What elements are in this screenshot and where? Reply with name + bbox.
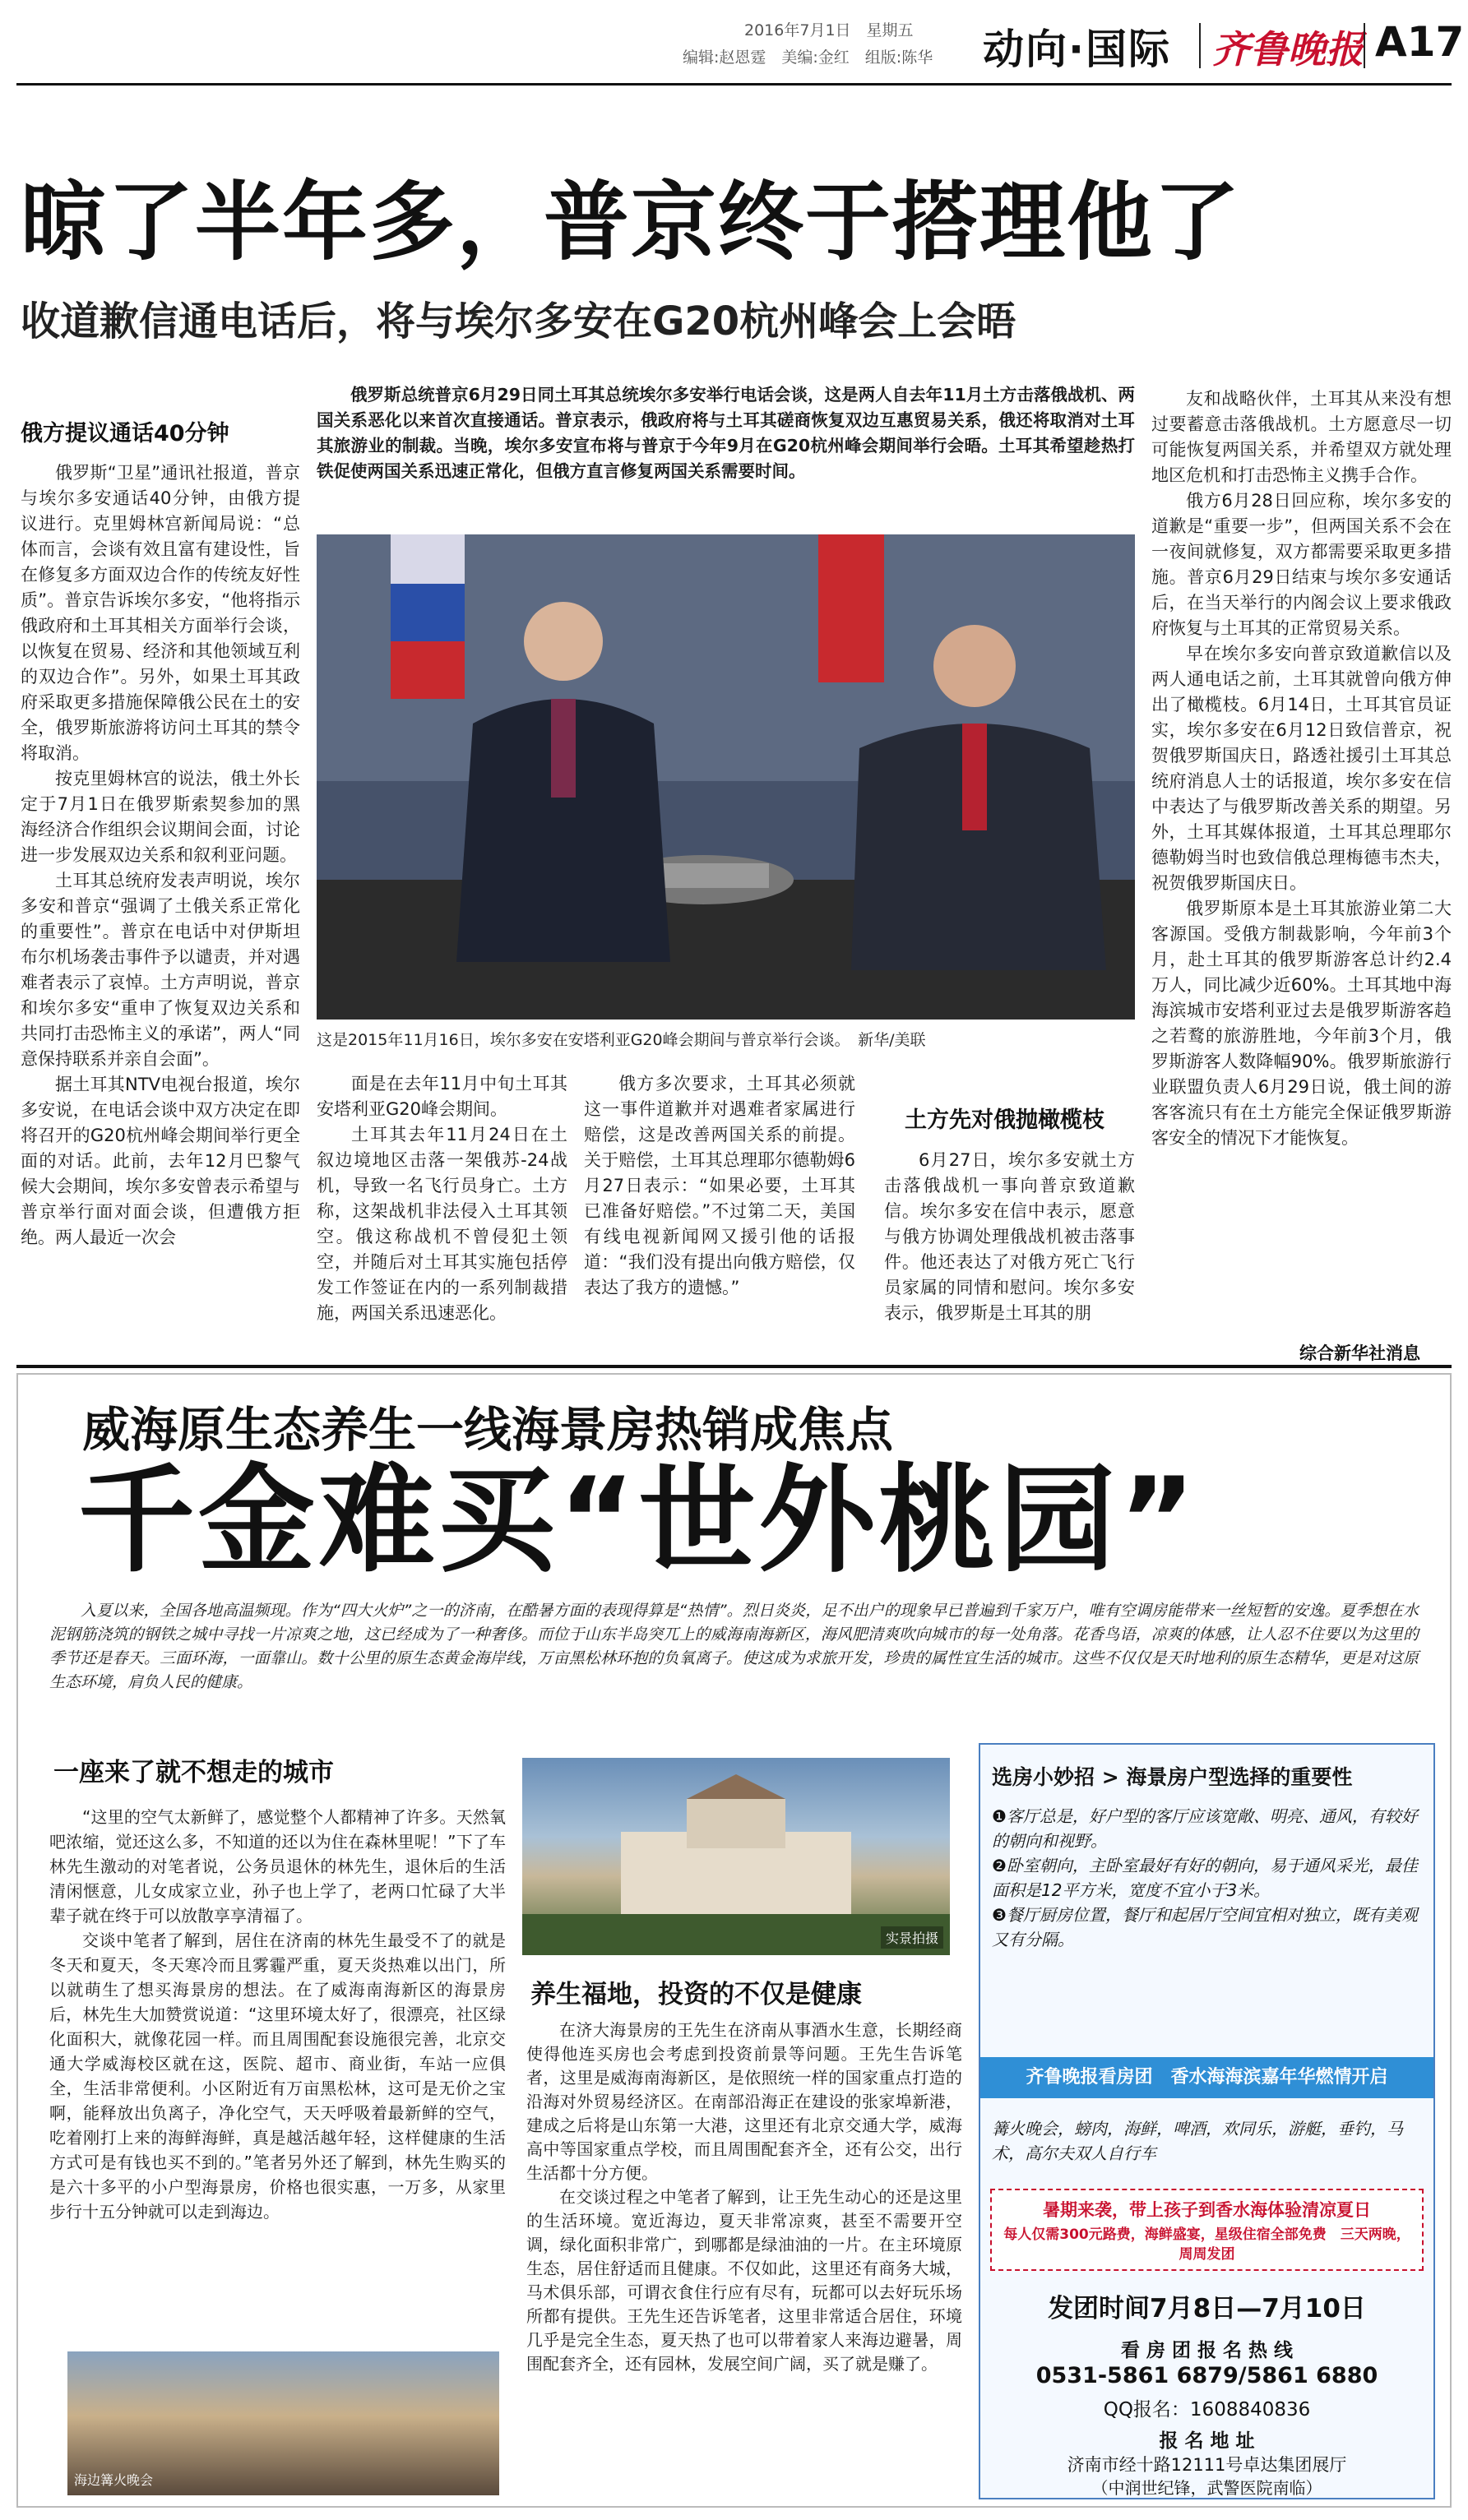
- ad-section-title-2: 养生福地，投资的不仅是健康: [530, 1980, 862, 2009]
- sidebar-title: 选房小妙招 > 海景房户型选择的重要性: [992, 1765, 1353, 1789]
- article-source: 综合新华社消息: [1299, 1343, 1420, 1363]
- section-title-1: 俄方提议通话40分钟: [21, 421, 229, 446]
- event-banner: 齐鲁晚报看房团 香水海海滨嘉年华燃情开启: [980, 2057, 1433, 2098]
- article-column-2: [317, 1071, 567, 1326]
- promo-subtitle: 每人仅需300元路费，海鲜盛宴，星级住宿全部免费 三天两晚，周周发团: [1003, 2226, 1410, 2263]
- paragraph: 在济大海景房的王先生在济南从事酒水生意，长期经商使得他连买房也会考虑到投资前景等问题。王先生告诉笔者，这里是威海南海新区，是依照统一样的国家重点打造的沿海对外贸易经济区。在南部沿海正在建设的张家埠新港，建成之后将是山东第一大港，这里还有北京交通大学，威海高中等国家重点学校，而且周围配套齐全，还有公交，出行生活都十分方便。: [526, 2020, 962, 2183]
- tip: ❶客厅总是，好户型的客厅应该宽敞、明亮、通风，有较好的朝向和视野。: [992, 1806, 1418, 1851]
- promo-box: [990, 2189, 1424, 2271]
- article-lead-text: 俄罗斯总统普京6月29日同土耳其总统埃尔多安举行电话会谈，这是两人自去年11月土方击落俄战机、两国关系恶化以来首次直接通话。普京表示，俄政府将与土耳其磋商恢复双边互惠贸易关系，俄还将取消对土耳其旅游业的制裁。当晚，埃尔多安宣布将与普京于今年9月在G20杭州峰会期间举行会晤。土耳其希望趁热打铁促使两国关系迅速正常化，但俄方直言修复两国关系需要时间。: [317, 385, 1135, 481]
- article-column-5: [1151, 386, 1452, 1151]
- paragraph: 土耳其去年11月24日在土叙边境地区击落一架俄苏-24战机，导致一名飞行员身亡。土方称，这架战机非法侵入土耳其领空。俄这称战机不曾侵犯土领空，并随后对土耳其实施包括停发工作签证在内的一系列制裁措施，两国关系迅速恶化。: [317, 1125, 567, 1323]
- paragraph: 土耳其总统府发表声明说，埃尔多安和普京“强调了土俄关系正常化的重要性”。普京在电话中对伊斯坦布尔机场袭击事件予以谴责，并对遇难者表示了哀悼。土方声明说，普京和埃尔多安“重申了恢复双边关系和共同打击恐怖主义的承诺”，两人“同意保持联系并亲自会面”。: [21, 871, 300, 1069]
- photo-illustration: [317, 534, 1135, 1020]
- building-photo-label: 实景拍摄: [881, 1926, 943, 1949]
- sidebar-tips: [992, 1804, 1424, 1952]
- address-detail: （中润世纪锋，武警医院南临）: [1091, 2478, 1322, 2498]
- ad-column-1: [49, 1805, 506, 2224]
- bonfire-photo-label: 海边篝火晚会: [74, 2472, 154, 2488]
- building-illustration: [522, 1758, 950, 1955]
- address: 济南市经十路12111号卓达集团展厅: [1067, 2455, 1347, 2475]
- masthead-editors: 编辑:赵恩霆 美编:金红 组版:陈华: [683, 49, 933, 67]
- article-headline: 晾了半年多，普京终于搭理他了: [21, 172, 1242, 272]
- paragraph: 早在埃尔多安向普京致道歉信以及两人通电话之前，土耳其就曾向俄方伸出了橄榄枝。6月14日，土耳其官员证实，埃尔多安在6月12日致信普京，祝贺俄罗斯国庆日，路透社援引土耳其总统府消息人士的话报道，埃尔多安在信中表达了与俄罗斯改善关系的期望。另外，土耳其媒体报道，土耳其总理耶尔德勒姆当时也致信俄总理梅德韦杰夫，祝贺俄罗斯国庆日。: [1151, 644, 1452, 893]
- depart-time: 发团时间7月8日—7月10日: [1048, 2294, 1366, 2323]
- masthead-divider-2: [1364, 23, 1365, 68]
- ad-sidebar-box: [979, 1743, 1435, 2499]
- masthead-date: 2016年7月1日 星期五: [744, 21, 914, 39]
- article-lead: [317, 382, 1135, 484]
- paragraph: “这里的空气太新鲜了，感觉整个人都精神了许多。天然氧吧浓缩，觉还这么多，不知道的还以为住在森林里呢！”下了车林先生激动的对笔者说，公务员退休的林先生，退休后的生活清闲惬意，儿女成家立业，孙子也上学了，老两口忙碌了大半辈子就在终于可以放散享享清福了。: [49, 1807, 506, 1926]
- page-number: A17: [1375, 18, 1465, 66]
- paragraph: 据土耳其NTV电视台报道，埃尔多安说，在电话会谈中双方决定在即将召开的G20杭州峰会期间举行更全面的对话。此前，去年12月巴黎气候大会期间，埃尔多安曾表示希望与普京举行面对面会谈，但遭俄方拒绝。两人最近一次会: [21, 1075, 300, 1247]
- ad-intro-text: 入夏以来，全国各地高温频现。作为“四大火炉”之一的济南，在酷暑方面的表现得算是“热情”。烈日炎炎，足不出户的现象早已普遍到千家万户，唯有空调房能带来一丝短暂的安逸。夏季想在水泥钢筋浇筑的钢铁之城中寻找一片凉爽之地，这已经成为了一种奢侈。而位于山东半岛突兀上的威海南海新区，海风肥清爽吹向城市的每一处角落。花香鸟语，凉爽的体感，让人忍不住要以为这里的季节还是春天。三面环海，一面靠山。数十公里的原生态黄金海岸线，万亩黑松林环抱的负氧离子。使这成为求旅开发，珍贵的属性宜生活的城市。这些不仅仅是天时地利的原生态精华，更是对这原生态环境，肩负人民的健康。: [49, 1602, 1419, 1691]
- event-items: 篝火晚会，螃肉，海鲜，啤酒，欢同乐，游艇，垂钓，马术，高尔夫双人自行车: [992, 2119, 1403, 2163]
- hotline-label: 看 房 团 报 名 热 线: [1120, 2340, 1294, 2361]
- masthead-divider: [1199, 23, 1201, 68]
- building-photo: [522, 1758, 950, 1955]
- address-label: 报 名 地 址: [1159, 2430, 1255, 2452]
- promo-title: 暑期来袭，带上孩子到香水海体验清凉夏日: [1043, 2200, 1371, 2220]
- paragraph: 俄罗斯“卫星”通讯社报道，普京与埃尔多安通话40分钟，由俄方提议进行。克里姆林宫新闻局说：“总体而言，会谈有效且富有建设性，旨在修复多方面双边合作的传统友好性质”。普京告诉埃尔多安，“他将指示俄政府和土耳其相关方面举行会谈，以恢复在贸易、经济和其他领域互利的双边合作”。另外，如果土耳其政府采取更多措施保障俄公民在土的安全，俄罗斯旅游将访问土耳其的禁令将取消。: [21, 463, 300, 763]
- paragraph: 面是在去年11月中旬土耳其安塔利亚G20峰会期间。: [317, 1074, 567, 1119]
- paper-name-logo: 齐鲁晚报: [1212, 27, 1364, 72]
- paragraph: 交谈中笔者了解到，居住在济南的林先生最受不了的就是冬天和夏天，冬天寒冷而且雾霾严重，夏天炎热难以出门，所以就萌生了想买海景房的想法。在了威海南海新区的海景房后，林先生大加赞赏说道：“这里环境太好了，很漂亮，社区绿化面积大，就像花园一样。而且周围配套设施很完善，北京交通大学威海校区就在这，医院、超市、商业街，车站一应俱全，生活非常便利。小区附近有万亩黑松林，这可是无价之宝啊，能释放出负离子，净化空气，天天呼吸着最新鲜的空气，吃着刚打上来的海鲜海鲜，真是越活越年轻，这样健康的生活方式可是有钱也买不到的。”笔者另外还了解到，林先生购买的是六十多平的小户型海景房，价格也很实惠，一万多，从家里步行十五分钟就可以走到海边。: [49, 1930, 506, 2222]
- ad-section-title-1: 一座来了就不想走的城市: [53, 1758, 334, 1787]
- ad-headline-small: 威海原生态养生一线海景房热销成焦点: [82, 1402, 894, 1458]
- qq-signup: QQ报名：1608840836: [1103, 2399, 1311, 2421]
- ad-column-2: [526, 2018, 962, 2376]
- paragraph: 俄方6月28日回应称，埃尔多安的道歉是“重要一步”，但两国关系不会在一夜间就修复，双方都需要采取更多措施。普京6月29日结束与埃尔多安通话后，在当天举行的内阁会议上要求俄政府恢复与土耳其的正常贸易关系。: [1151, 491, 1452, 638]
- paragraph: 按克里姆林宫的说法，俄土外长定于7月1日在俄罗斯索契参加的黑海经济合作组织会议期间会面，讨论进一步发展双边关系和叙利亚问题。: [21, 769, 300, 865]
- tip: ❸餐厅厨房位置，餐厅和起居厅空间宜相对独立，既有美观又有分隔。: [992, 1905, 1418, 1949]
- putin-erdogan-photo: [317, 534, 1135, 1020]
- ad-intro: [49, 1599, 1419, 1695]
- ad-headline-big: 千金难买“世外桃园”: [78, 1453, 1199, 1588]
- paragraph: 俄方多次要求，土耳其必须就这一事件道歉并对遇难者家属进行赔偿，这是改善两国关系的前提。关于赔偿，土耳其总理耶尔德勒姆6月27日表示：“如果必要，土耳其已准备好赔偿。”不过第二天，美国有线电视新闻网又援引他的话报道：“我们没有提出向俄方赔偿，仅表达了我方的遗憾。”: [584, 1074, 855, 1297]
- article-column-3: [584, 1071, 855, 1301]
- masthead: [0, 0, 1468, 90]
- tip: ❷卧室朝向，主卧室最好有好的朝向，易于通风采光，最佳面积是12平方米，宽度不宜小于3米。: [992, 1856, 1418, 1900]
- paragraph: 友和战略伙伴，土耳其从来没有想过要蓄意击落俄战机。土方愿意尽一切可能恢复两国关系，并希望双方就处理地区危机和打击恐怖主义携手合作。: [1151, 389, 1452, 485]
- paragraph: 俄罗斯原本是土耳其旅游业第二大客源国。受俄方制裁影响，今年前3个月，赴土耳其的俄罗斯游客总计约2.4万人，同比减少近60%。土耳其地中海海滨城市安塔利亚过去是俄罗斯游客趋之若鹜的旅游胜地，今年前3个月，俄罗斯游客人数降幅90%。俄罗斯旅游行业联盟负责人6月29日说，俄土间的游客客流只有在土方能完全保证俄罗斯游客安全的情况下才能恢复。: [1151, 899, 1452, 1148]
- photo-caption: 这是2015年11月16日，埃尔多安在安塔利亚G20峰会期间与普京举行会谈。 新华/美联: [317, 1031, 926, 1049]
- article-column-4: [884, 1148, 1135, 1326]
- section-title: 动向·国际: [983, 25, 1171, 73]
- paragraph: 在交谈过程之中笔者了解到，让王先生动心的还是这里的生活环境。宽近海边，夏天非常凉爽，甚至不需要开空调，绿化面积非常广，到哪都是绿油油的一片。在主环境原生态，居住舒适而且健康。不仅如此，这里还有商务大城，马术俱乐部，可谓衣食住行应有尽有，玩都可以去好玩乐场所都有提供。王先生还告诉笔者，这里非常适合居住，环境几乎是完全生态，夏天热了也可以带着家人来海边避暑，周围配套齐全，还有园林，发展空间广阔，买了就是赚了。: [526, 2187, 962, 2374]
- article-column-1: [21, 460, 300, 1251]
- hotline-number: 0531-5861 6879/5861 6880: [1035, 2363, 1378, 2388]
- article-subheadline: 收道歉信通电话后，将与埃尔多安在G20杭州峰会上会晤: [21, 298, 1016, 344]
- section-title-2: 土方先对俄抛橄榄枝: [905, 1107, 1104, 1133]
- paragraph: 6月27日，埃尔多安就土方击落俄战机一事向普京致道歉信。埃尔多安在信中表示，愿意与俄方协调处理俄战机被击落事件。他还表达了对俄方死亡飞行员家属的同情和慰问。埃尔多安表示，俄罗斯是土耳其的朋: [884, 1150, 1135, 1323]
- bonfire-photo: [67, 2351, 499, 2495]
- masthead-rule: [16, 83, 1452, 86]
- section-divider: [16, 1365, 1452, 1368]
